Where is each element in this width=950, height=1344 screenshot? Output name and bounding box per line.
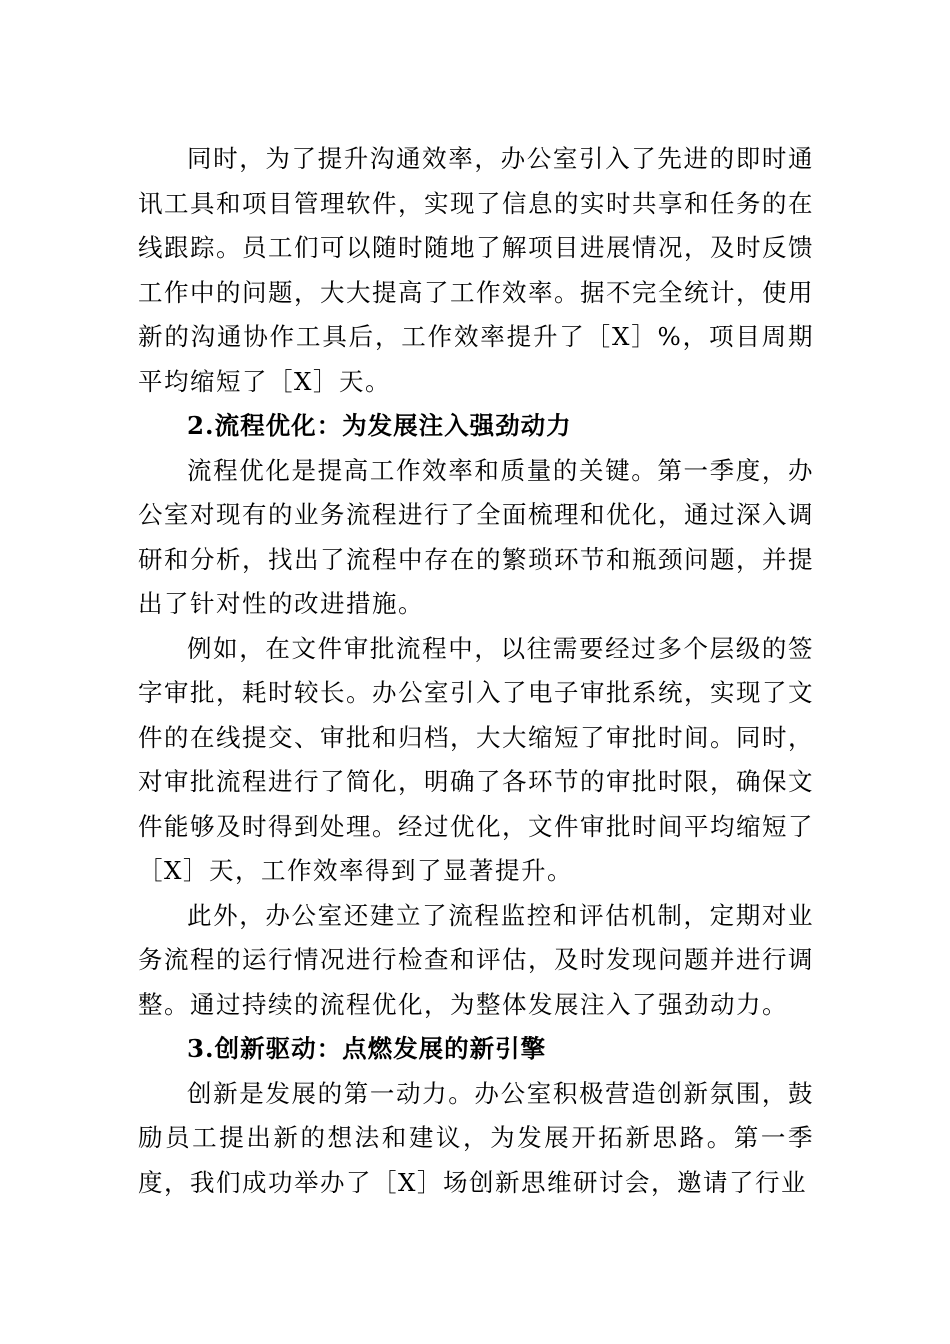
paragraph-innovation-intro: 创新是发展的第一动力。办公室积极营造创新氛围，鼓励员工提出新的想法和建议，为发展开拓新思路。第一季度，我们成功举办了［X］场创新思维研讨会，邀请了行业 [138,1078,814,1197]
paragraph-communication-tools: 同时，为了提升沟通效率，办公室引入了先进的即时通讯工具和项目管理软件，实现了信息的实时共享和任务的在线跟踪。员工们可以随时随地了解项目进展情况，及时反馈工作中的问题，大大提高了工作效率。据不完全统计，使用新的沟通协作工具后，工作效率提升了［X］%，项目周期平均缩短了［X］天。 [138,144,814,396]
paragraph-process-monitoring: 此外，办公室还建立了流程监控和评估机制，定期对业务流程的运行情况进行检查和评估，及时发现问题并进行调整。通过持续的流程优化，为整体发展注入了强劲动力。 [138,900,814,1019]
section-heading-innovation: 3.创新驱动：点燃发展的新引擎 [187,1034,547,1063]
section-heading-process-optimization: 2.流程优化：为发展注入强劲动力 [187,411,572,440]
paragraph-process-optimization-intro: 流程优化是提高工作效率和质量的关键。第一季度，办公室对现有的业务流程进行了全面梳理和优化，通过深入调研和分析，找出了流程中存在的繁琐环节和瓶颈问题，并提出了针对性的改进措施。 [138,455,814,618]
document-page [138,137,814,1205]
paragraph-approval-example: 例如，在文件审批流程中，以往需要经过多个层级的签字审批，耗时较长。办公室引入了电子审批系统，实现了文件的在线提交、审批和归档，大大缩短了审批时间。同时，对审批流程进行了简化，明确了各环节的审批时限，确保文件能够及时得到处理。经过优化，文件审批时间平均缩短了［X］天，工作效率得到了显著提升。 [138,633,814,885]
